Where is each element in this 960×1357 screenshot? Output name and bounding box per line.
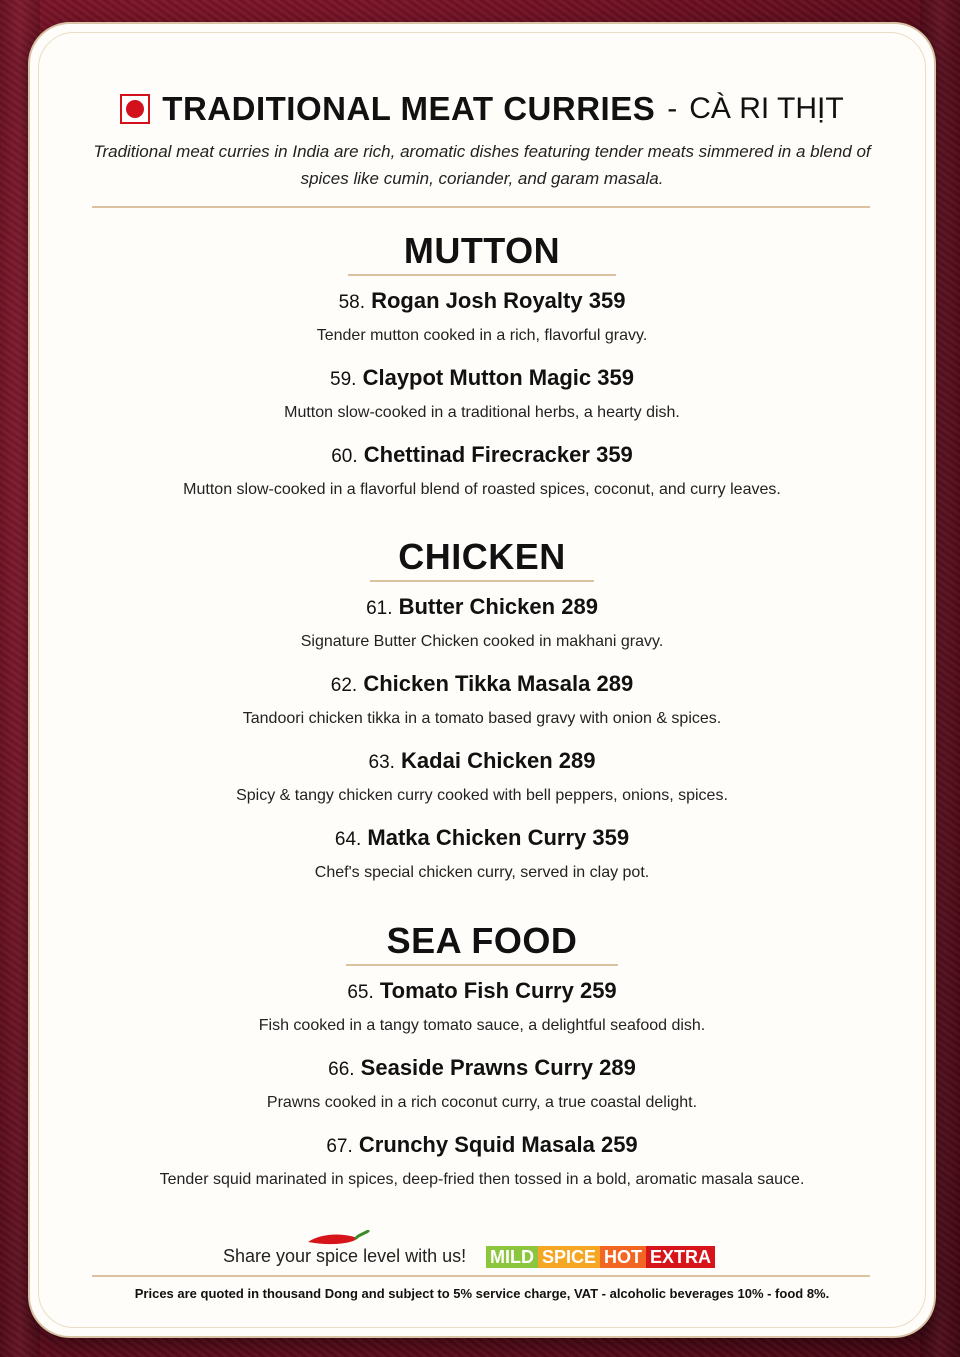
item-name: Chettinad Firecracker (363, 442, 590, 467)
menu-item (30, 440, 934, 500)
item-number: 61. (366, 598, 393, 619)
item-number: 64. (334, 829, 362, 850)
page-title-vietnamese: CÀ RI THỊT (689, 92, 844, 125)
menu-item (30, 1130, 934, 1190)
menu-item (30, 363, 934, 423)
item-name: Chicken Tikka Masala (363, 671, 591, 696)
menu-item (30, 592, 934, 652)
item-description: Tender squid marinated in spices, deep-fried then tossed in a bold, aromatic masala sauce. (159, 1171, 805, 1188)
spice-extra: EXTRA (646, 1246, 715, 1268)
item-number: 66. (328, 1059, 355, 1080)
page-title: TRADITIONAL MEAT CURRIES (162, 90, 656, 127)
spice-mild: MILD (486, 1246, 538, 1268)
item-description: Prawns cooked in a rich coconut curry, a true coastal delight. (266, 1094, 698, 1111)
section-divider (346, 964, 618, 966)
item-price: 289 (558, 748, 596, 773)
item-name: Matka Chicken Curry (367, 825, 587, 850)
item-name: Crunchy Squid Masala (358, 1132, 595, 1157)
section-divider (370, 580, 594, 582)
item-number: 60. (331, 446, 358, 467)
item-number: 65. (347, 982, 374, 1003)
japan-flag-icon (120, 94, 150, 124)
item-price: 259 (579, 978, 617, 1003)
section-title: CHICKEN (398, 536, 566, 577)
item-name: Kadai Chicken (401, 748, 553, 773)
item-description: Tender mutton cooked in a rich, flavorful gravy. (316, 327, 648, 344)
price-note: Prices are quoted in thousand Dong and subject to 5% service charge, VAT - alcoholic beverages 10% - food 8%. (134, 1286, 830, 1301)
header-divider (92, 206, 870, 208)
spice-level-legend (486, 1246, 715, 1268)
spice-hot: HOT (600, 1246, 646, 1268)
item-price: 359 (592, 825, 630, 850)
item-price: 289 (599, 1055, 636, 1080)
item-price: 289 (596, 671, 634, 696)
menu-header (30, 90, 934, 192)
item-description: Mutton slow-cooked in a traditional herbs, a hearty dish. (284, 404, 680, 421)
spice-spice: SPICE (538, 1246, 600, 1268)
section-title: MUTTON (403, 230, 561, 271)
item-name: Claypot Mutton Magic (362, 365, 592, 390)
item-price: 359 (588, 288, 626, 313)
footer-divider (92, 1275, 870, 1277)
section-seafood (30, 920, 934, 1207)
item-description: Signature Butter Chicken cooked in makhani gravy. (300, 633, 664, 650)
section-divider (348, 274, 616, 276)
item-name: Rogan Josh Royalty (371, 288, 583, 313)
title-separator: - (667, 92, 678, 125)
menu-item (30, 823, 934, 883)
item-number: 63. (368, 752, 395, 773)
spice-level-row (30, 1230, 934, 1270)
item-price: 289 (561, 594, 598, 619)
section-title: SEA FOOD (386, 920, 578, 961)
section-chicken (30, 536, 934, 900)
item-description: Fish cooked in a tangy tomato sauce, a delightful seafood dish. (258, 1017, 706, 1034)
menu-item (30, 286, 934, 346)
item-description: Chef's special chicken curry, served in clay pot. (314, 864, 650, 881)
item-name: Seaside Prawns Curry (360, 1055, 594, 1080)
item-description: Mutton slow-cooked in a flavorful blend of roasted spices, coconut, and curry leaves. (183, 481, 781, 498)
item-number: 67. (326, 1136, 353, 1157)
section-mutton (30, 230, 934, 517)
title-row (120, 90, 843, 128)
item-price: 359 (596, 442, 633, 467)
menu-item (30, 746, 934, 806)
menu-item (30, 1053, 934, 1113)
item-price: 359 (597, 365, 634, 390)
item-number: 58. (338, 292, 365, 313)
item-number: 59. (330, 369, 357, 390)
item-name: Butter Chicken (398, 594, 556, 619)
item-price: 259 (600, 1132, 638, 1157)
menu-item (30, 669, 934, 729)
spice-prompt: Share your spice level with us! (223, 1246, 467, 1266)
item-name: Tomato Fish Curry (379, 978, 574, 1003)
menu-item (30, 976, 934, 1036)
item-number: 62. (330, 675, 358, 696)
item-description: Tandoori chicken tikka in a tomato based gravy with onion & spices. (242, 710, 722, 727)
menu-card (28, 22, 936, 1338)
item-description: Spicy & tangy chicken curry cooked with bell peppers, onions, spices. (236, 787, 728, 804)
page-subtitle: Traditional meat curries in India are rich, aromatic dishes featuring tender meats simmered in a blend of spices like cumin, coriander, and garam masala. (93, 142, 871, 188)
